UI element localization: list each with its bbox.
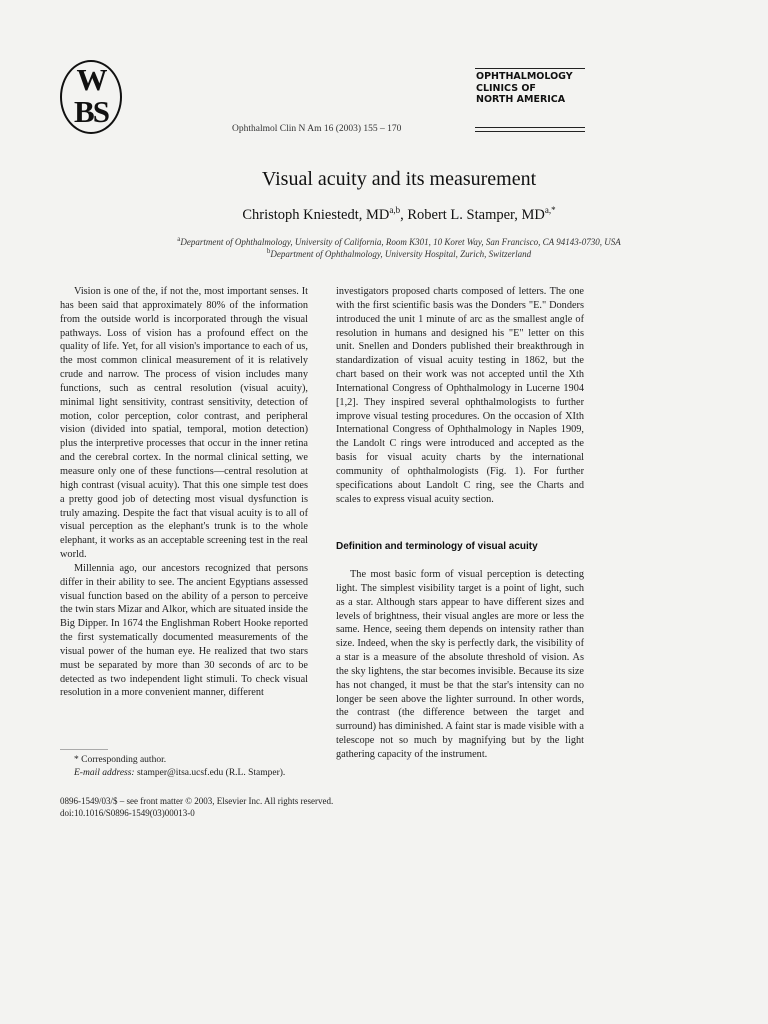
brand-rule-bottom-thin (475, 131, 585, 132)
author-2-affiliation: a,* (544, 205, 556, 215)
journal-citation: Ophthalmol Clin N Am 16 (2003) 155 – 170 (232, 124, 402, 134)
footnote (74, 754, 285, 780)
brand-line-2: CLINICS OF (476, 82, 536, 94)
paragraph-definition: The most basic form of visual perception is detecting light. The simplest visibility target is a point of light, such as a star. Although stars appear to have different sizes and levels of brightness, their visual angles are more or less the same. Hence, seeing them depends on intensity rather than size. Indeed, when the sky is perfectly dark, the visibility of a star is a measure of the absolute threshold of vision. As the sky lightens, the star becomes invisible. Because its size has not changed, it must be that the star's intensity can no longer be seen above the lighter surround. In other words, the contrast (the difference between the target and surround) has diminished. A faint star is made visible with a telescope not so much by magnifying but by the light gathering capacity of the instrument. (336, 569, 584, 760)
brand-line-1: OPHTHALMOLOGY (476, 71, 573, 82)
section-heading: Definition and terminology of visual acuity (336, 541, 538, 552)
author-1-affiliation: a,b (389, 205, 401, 215)
right-column-bottom (336, 568, 584, 762)
affiliation-a (0, 235, 768, 247)
affiliation-a-marker: a (177, 235, 181, 243)
issn-line: 0896-1549/03/$ – see front matter © 2003, Elsevier Inc. All rights reserved. (60, 796, 334, 806)
right-column-top (336, 285, 584, 507)
publisher-logo (60, 60, 122, 134)
brand-rule-top (475, 68, 585, 69)
corresponding-author: * Corresponding author. (74, 755, 167, 765)
paragraph-intro: Vision is one of the, if not the, most important senses. It has been said that approximately 80% of the information from the outside world is incorporated through the visual pathways. Loss of vision has a profound effect on the quality of life. Yet, for all vision's importance to each of us, the most common clinical measurement of it is relatively crude and narrow. The process of vision includes many functions, such as central resolution (visual acuity), minimal light sensitivity, contrast sensitivity, detection of motion, color perception, color contrast, and peripheral vision (divided into spatial, temporal, motion detection) plus the interpretive processes that occur in the inner retina and the cerebral cortex. In the normal clinical setting, we measure only one of these functions—central resolution at high contrast (visual acuity). That this one simple test does a pretty good job of detecting most visual dysfunction is truly amazing. Despite the fact that visual acuity is to all of visual perception as the elephant's trunk is to the whole elephant, it works as an acceptable screening test in the real world. (60, 286, 308, 561)
author-line (0, 205, 768, 224)
affiliation-b-text: Department of Ophthalmology, University Hospital, Zurich, Switzerland (270, 249, 532, 259)
author-1: Christoph Kniestedt, MD (242, 207, 390, 223)
page-footer (60, 795, 333, 819)
author-2: Robert L. Stamper, MD (407, 207, 545, 223)
affiliation-b-marker: b (266, 247, 271, 255)
email-address: stamper@itsa.ucsf.edu (R.L. Stamper). (134, 768, 286, 778)
affiliation-b (0, 247, 768, 259)
paragraph-history: Millennia ago, our ancestors recognized that persons differ in their ability to see. The ancient Egyptians assessed visual function based on the ability of a person to perceive the twin stars Mizar and Alkor, which are situated inside the Big Dipper. In 1674 the Englishman Robert Hooke reported the first systematically documented measurements of the visual power of the human eye. He realized that two stars must be separated by more than 30 seconds of arc to be detected as two independent light stimuli. To check visual resolution in a more convenient manner, different (60, 562, 308, 699)
email-label: E-mail address: (74, 768, 135, 778)
brand-line-3: NORTH AMERICA (476, 94, 566, 105)
affiliation-a-text: Department of Ophthalmology, University of California, Room K301, 10 Koret Way, San Francisco, CA 94143-0730, USA (180, 237, 621, 247)
author-separator: , (400, 207, 408, 223)
paragraph-charts: investigators proposed charts composed of letters. The one with the first scientific basis was the Donders "E." Donders introduced the unit 1 minute of arc as the smallest angle of resolution in humans and designed his "E" letter on this unit. Snellen and Donders published their breakthrough in standardization of visual acuity testing in 1862, but the chart based on their work was not accepted until the Xth International Congress of Ophthalmology in Lucerne 1904 [1,2]. They inspired several ophthalmologists to further improve visual testing procedures. On the occasion of XIth International Congress of Ophthalmology in Naples 1909, the Landolt C rings were introduced and accepted as the basis for visual acuity charts by the international community of ophthalmologists (Fig. 1). For further specifications about Landolt C ring, see the Charts and scales to express visual acuity section. (336, 286, 584, 505)
email-line (74, 767, 285, 780)
left-column (60, 285, 308, 700)
journal-brand (476, 71, 596, 106)
doi-line: doi:10.1016/S0896-1549(03)00013-0 (60, 808, 195, 818)
article-title: Visual acuity and its measurement (261, 168, 537, 190)
brand-rule-bottom (475, 127, 585, 128)
logo-line-2: BS (74, 94, 108, 129)
logo-line-1: W (76, 62, 106, 97)
footnote-rule (60, 749, 108, 750)
